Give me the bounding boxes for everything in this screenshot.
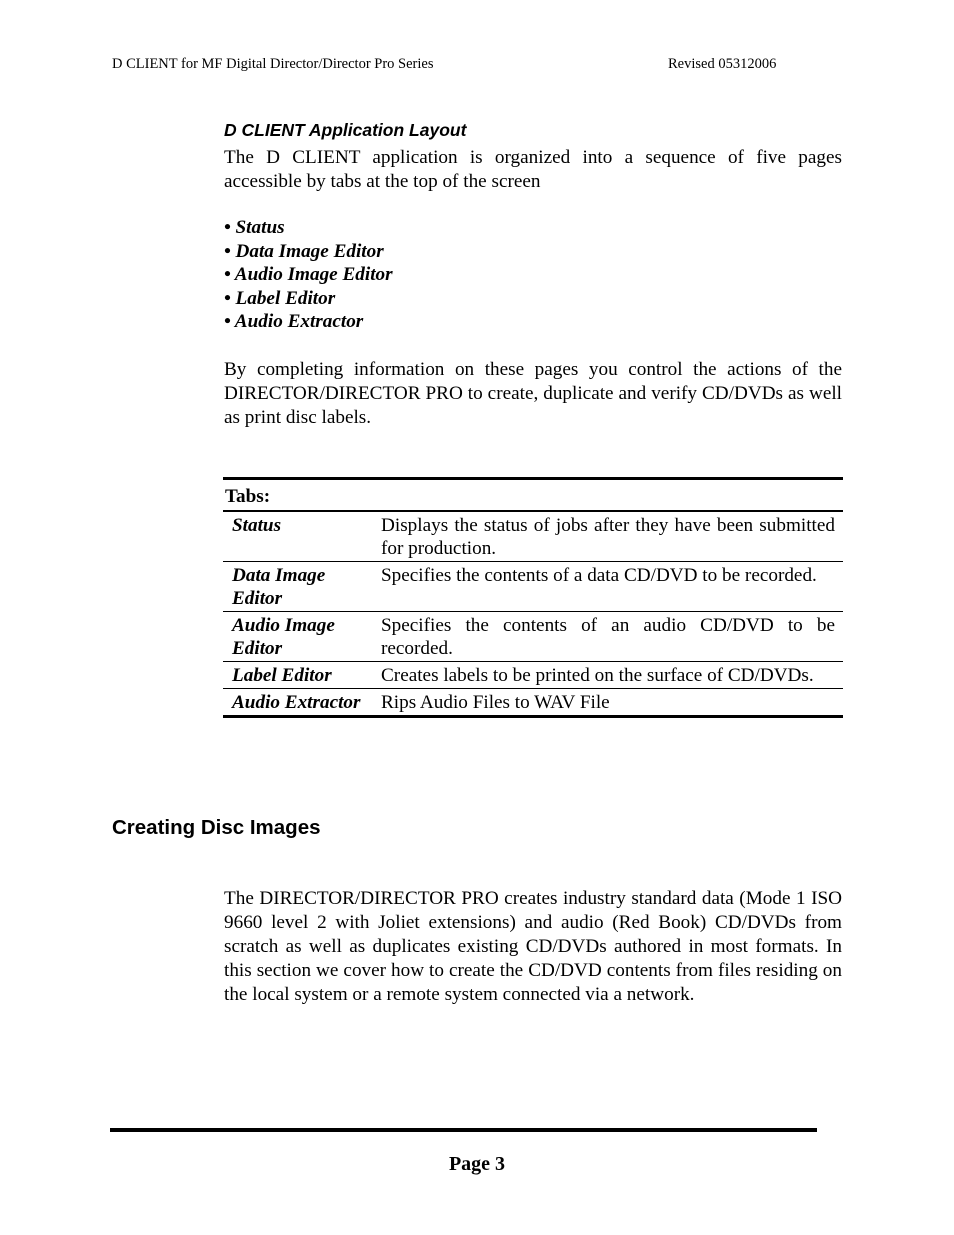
tabs-table	[223, 477, 843, 718]
bullet-item-status: • Status	[224, 217, 285, 238]
tab-description-cell: Rips Audio Files to WAV File	[372, 689, 843, 717]
section-heading-creating-disc-images: Creating Disc Images	[112, 816, 321, 839]
tab-name-cell: Label Editor	[223, 662, 372, 689]
table-row	[223, 511, 843, 562]
table-header-row	[223, 479, 843, 512]
bullet-item-audio-extractor: • Audio Extractor	[224, 311, 364, 332]
tab-description-cell: Specifies the contents of an audio CD/DVD to be recorded.	[372, 612, 843, 662]
table-row	[223, 689, 843, 717]
footer-divider	[110, 1128, 817, 1132]
tab-name-cell: Data Image Editor	[223, 562, 372, 612]
table-row	[223, 662, 843, 689]
disc-images-paragraph: The DIRECTOR/DIRECTOR PRO creates industry standard data (Mode 1 ISO 9660 level 2 with Joliet extensions) and audio (Red Book) CD/DVDs from scratch as well as duplicates existing CD/DVDs authored in most formats. In this section we cover how to create the CD/DVD contents from files residing on the local system or a remote system connected via a network.	[224, 888, 842, 1005]
bullet-item-label-editor: • Label Editor	[224, 287, 336, 309]
tab-description-cell: Creates labels to be printed on the surface of CD/DVDs.	[372, 662, 843, 689]
table-row	[223, 612, 843, 662]
bullet-item-data-image-editor: • Data Image Editor	[224, 240, 384, 262]
tab-description-cell: Specifies the contents of a data CD/DVD to be recorded.	[372, 562, 843, 612]
tab-name-cell: Audio Image Editor	[223, 612, 372, 662]
body-paragraph: By completing information on these pages you control the actions of the DIRECTOR/DIRECTOR PRO to create, duplicate and verify CD/DVDs as well as print disc labels.	[224, 359, 842, 428]
table-header-cell: Tabs:	[223, 479, 843, 512]
bullet-item-audio-image-editor: • Audio Image Editor	[224, 264, 393, 285]
section-title-application-layout: D CLIENT Application Layout	[224, 120, 467, 140]
page-number: Page 3	[448, 1153, 506, 1175]
tab-bullet-list	[224, 216, 393, 334]
running-header-revision: Revised 05312006	[668, 56, 777, 72]
tab-name-cell: Status	[223, 511, 372, 562]
tab-name-cell: Audio Extractor	[223, 689, 372, 717]
tab-description-cell: Displays the status of jobs after they have been submitted for production.	[372, 511, 843, 562]
running-header-title: D CLIENT for MF Digital Director/Director Pro Series	[112, 56, 434, 72]
table-row	[223, 562, 843, 612]
intro-paragraph: The D CLIENT application is organized into a sequence of five pages accessible by tabs at the top of the screen	[224, 147, 842, 192]
